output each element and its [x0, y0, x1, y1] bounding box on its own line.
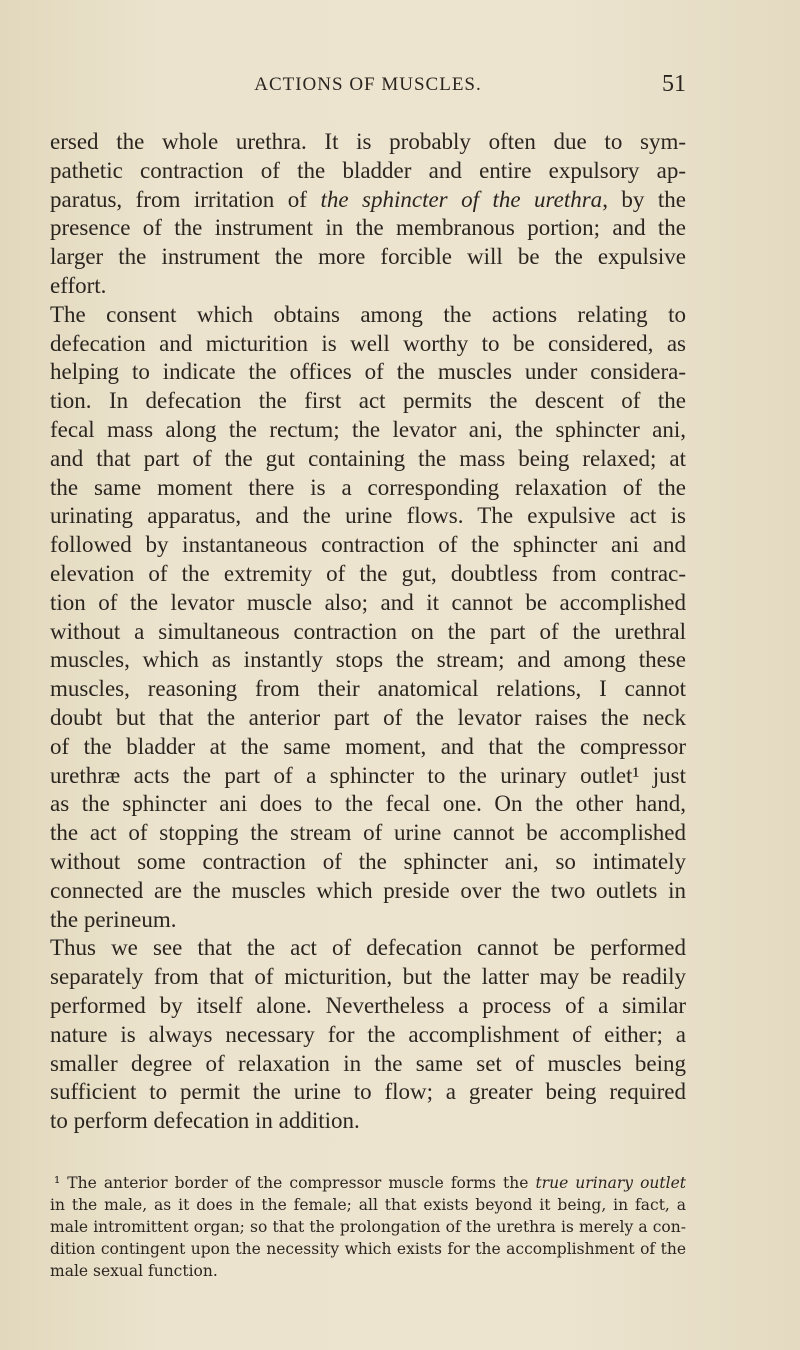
- text-line: [50, 1050, 686, 1079]
- text-line: [50, 906, 686, 935]
- text-segment: without some contraction of the sphincter ani, so intimately: [50, 848, 686, 874]
- text-line: [50, 387, 686, 416]
- text-segment: and that part of the gut containing the mass being relaxed; at: [50, 445, 686, 471]
- text-segment: doubt but that the anterior part of the levator raises the neck: [50, 704, 686, 730]
- text-segment: the act of stopping the stream of urine cannot be accomplished: [50, 820, 686, 846]
- italic-text: true urinary outlet: [535, 1174, 686, 1192]
- text-line: [50, 704, 686, 733]
- page-number: 51: [662, 71, 686, 97]
- text-line: [50, 934, 686, 963]
- text-segment: the perineum.: [50, 906, 177, 932]
- text-line: [50, 675, 686, 704]
- text-line: [50, 790, 686, 819]
- text-segment: defecation and micturition is well worthy to be considered, as: [50, 330, 686, 356]
- text-line: [50, 963, 686, 992]
- text-segment: urinating apparatus, and the urine flows. The expulsive act is: [50, 503, 686, 529]
- text-segment: The consent which obtains among the actions relating to: [50, 301, 686, 327]
- text-line: [50, 646, 686, 675]
- text-segment: the same moment there is a corresponding relaxation of the: [50, 474, 686, 500]
- italic-text: the sphincter of the urethra: [320, 186, 603, 212]
- text-line: [50, 1107, 686, 1136]
- text-segment: fecal mass along the rectum; the levator ani, the sphincter ani,: [50, 416, 686, 442]
- text-segment: to perform defecation in addition.: [50, 1108, 360, 1134]
- text-segment: paratus, from irritation of: [50, 186, 321, 212]
- text-line: [50, 1078, 686, 1107]
- text-line: [50, 848, 686, 877]
- text-segment: nature is always necessary for the accomplishment of either; a: [50, 1021, 686, 1047]
- text-line: [50, 157, 686, 186]
- text-line: [50, 992, 686, 1021]
- text-line: [50, 560, 686, 589]
- text-line: [50, 186, 686, 215]
- text-segment: muscles, reasoning from their anatomical relations, I cannot: [50, 676, 686, 702]
- text-segment: in the male, as it does in the female; all that exists beyond it being, in fact, a: [50, 1196, 686, 1214]
- text-segment: ersed the whole urethra. It is probably often due to sym-: [50, 129, 686, 154]
- text-segment: pathetic contraction of the bladder and entire expulsory ap-: [50, 157, 686, 183]
- footnote-line: [50, 1216, 686, 1238]
- text-line: [50, 877, 686, 906]
- text-line: [50, 214, 686, 243]
- text-line: [50, 272, 686, 301]
- text-segment: male sexual function.: [50, 1262, 218, 1280]
- footnote-line: [50, 1172, 686, 1194]
- text-line: [50, 819, 686, 848]
- text-segment: smaller degree of relaxation in the same set of muscles being: [50, 1050, 686, 1076]
- text-segment: tion of the levator muscle also; and it cannot be accomplished: [50, 589, 686, 615]
- text-segment: effort.: [50, 272, 107, 298]
- text-segment: of the bladder at the same moment, and that the compressor: [50, 733, 686, 759]
- text-line: [50, 474, 686, 503]
- text-segment: muscles, which as instantly stops the stream; and among these: [50, 647, 686, 673]
- text-line: [50, 445, 686, 474]
- text-line: [50, 243, 686, 272]
- text-line: [50, 416, 686, 445]
- footnote-line: [50, 1194, 686, 1216]
- text-segment: performed by itself alone. Nevertheless a process of a similar: [50, 992, 686, 1018]
- text-segment: dition contingent upon the necessity which exists for the accomplishment of the: [50, 1240, 686, 1258]
- text-line: [50, 1021, 686, 1050]
- text-line: [50, 358, 686, 387]
- running-title: ACTIONS OF MUSCLES.: [254, 74, 482, 95]
- text-segment: sufficient to permit the urine to flow; a greater being required: [50, 1079, 686, 1105]
- text-segment: , by the: [602, 186, 686, 212]
- text-segment: presence of the instrument in the membranous portion; and the: [50, 215, 686, 241]
- footnote-line: [50, 1260, 686, 1282]
- text-line: [50, 128, 686, 157]
- text-segment: urethræ acts the part of a sphincter to the urinary outlet¹ just: [50, 762, 686, 788]
- text-segment: connected are the muscles which preside over the two outlets in: [50, 877, 686, 903]
- text-line: [50, 502, 686, 531]
- text-segment: followed by instantaneous contraction of the sphincter ani and: [50, 532, 686, 558]
- text-segment: as the sphincter ani does to the fecal one. On the other hand,: [50, 791, 686, 817]
- body-text: [50, 128, 686, 1136]
- text-line: [50, 618, 686, 647]
- text-segment: without a simultaneous contraction on the part of the urethral: [50, 618, 686, 644]
- text-segment: tion. In defecation the first act permits the descent of the: [50, 388, 686, 414]
- text-segment: helping to indicate the offices of the muscles under considera-: [50, 359, 686, 385]
- text-line: [50, 762, 686, 791]
- text-segment: male intromittent organ; so that the prolongation of the urethra is merely a con-: [50, 1218, 686, 1236]
- footnote-line: [50, 1238, 686, 1260]
- text-line: [50, 589, 686, 618]
- text-segment: ¹ The anterior border of the compressor muscle forms the: [54, 1174, 536, 1192]
- text-segment: Thus we see that the act of defecation cannot be performed: [50, 935, 686, 961]
- text-segment: larger the instrument the more forcible will be the expulsive: [50, 244, 686, 270]
- running-header: [50, 71, 686, 102]
- text-line: [50, 733, 686, 762]
- text-line: [50, 330, 686, 359]
- text-line: [50, 531, 686, 560]
- text-segment: elevation of the extremity of the gut, doubtless from contrac-: [50, 560, 686, 586]
- text-line: [50, 301, 686, 330]
- footnote: [50, 1172, 686, 1282]
- text-segment: separately from that of micturition, but the latter may be readily: [50, 964, 686, 990]
